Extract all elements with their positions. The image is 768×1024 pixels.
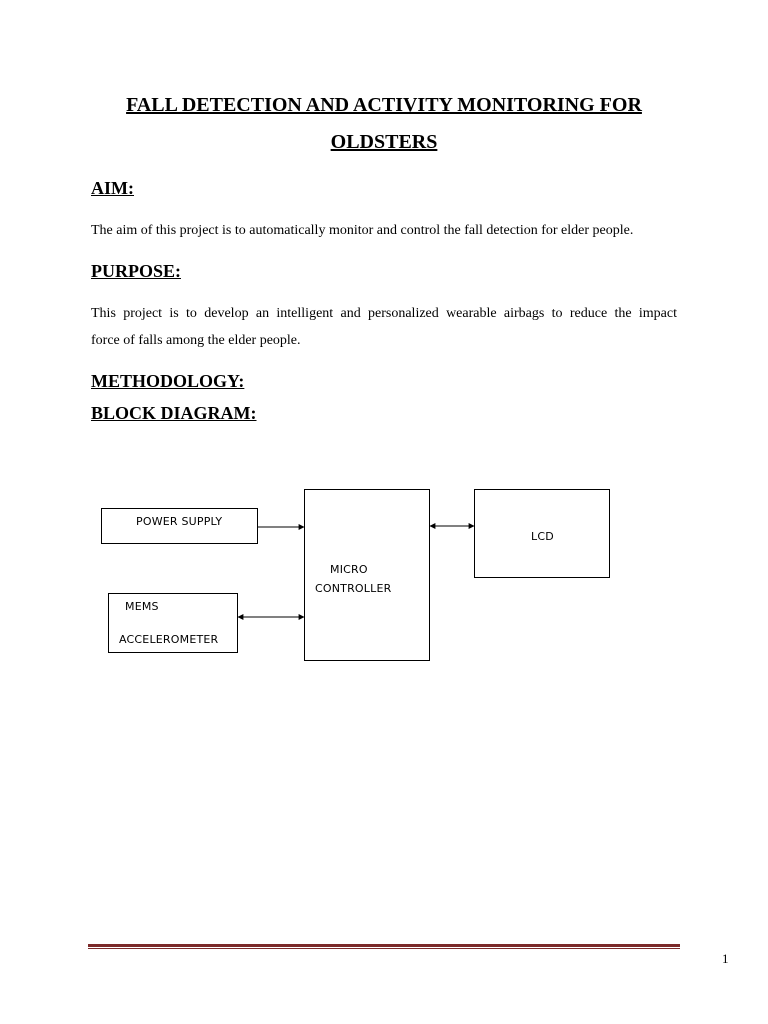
lcd-block [474,489,610,578]
aim-text: The aim of this project is to automatically monitor and control the fall detection for elder people. [91,223,634,238]
controller-label: CONTROLLER [315,582,392,595]
power-supply-block [101,508,258,544]
document-title-line-2: OLDSTERS [330,131,438,153]
power-supply-label: POWER SUPPLY [136,515,223,528]
micro-controller-block [304,489,430,661]
aim-heading: AIM: [91,178,134,198]
micro-label: MICRO [330,563,368,576]
footer-rule-thick [88,944,680,947]
purpose-text-line-1: This project is to develop an intelligent and personalized wearable airbags to reduce the impact [91,306,677,321]
methodology-heading: METHODOLOGY: [91,371,245,391]
document-title-line-1: FALL DETECTION AND ACTIVITY MONITORING FOR [126,94,642,116]
mems-label: MEMS [125,600,159,613]
lcd-label: LCD [531,530,554,543]
purpose-heading: PURPOSE: [91,261,181,281]
page-number: 1 [722,951,729,966]
mems-accelerometer-block [108,593,238,653]
block-diagram-heading: BLOCK DIAGRAM: [91,403,257,423]
footer-rule-thin [88,948,680,949]
accelerometer-label: ACCELEROMETER [119,633,219,646]
purpose-text-line-2: force of falls among the elder people. [91,333,301,348]
